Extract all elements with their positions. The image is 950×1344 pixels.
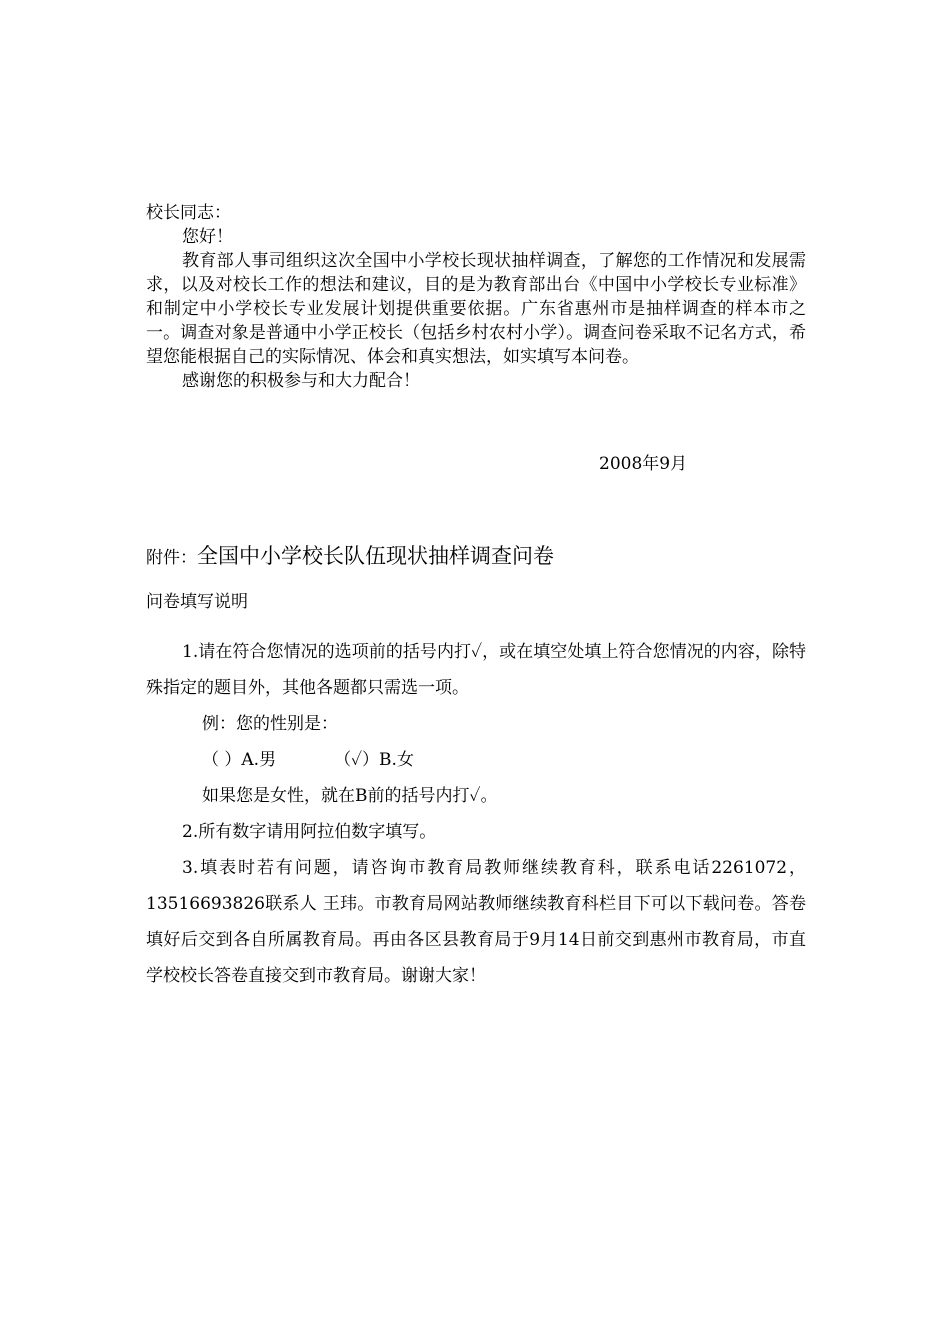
attachment-prefix: 附件： bbox=[146, 548, 197, 568]
thanks-line: 感谢您的积极参与和大力配合！ bbox=[182, 371, 420, 391]
option-a: （ ）A.男 bbox=[202, 750, 277, 770]
attachment-title: 全国中小学校长队伍现状抽样调查问卷 bbox=[197, 544, 554, 568]
instructions-list bbox=[146, 634, 806, 994]
example-label: 例：您的性别是： bbox=[202, 714, 338, 734]
cover-letter bbox=[146, 201, 806, 393]
instruction-item-1: 1.请在符合您情况的选项前的括号内打✓，或在填空处填上符合您情况的内容，除特殊指定的题目外，其他各题都只需选一项。 bbox=[146, 642, 806, 698]
salutation: 校长同志： bbox=[146, 203, 231, 223]
greeting: 您好！ bbox=[182, 227, 233, 247]
instruction-item-3: 3.填表时若有问题，请咨询市教育局教师继续教育科，联系电话2261072，13516693826联系人 王玮。市教育局网站教师继续教育科栏目下可以下载问卷。答卷填好后交到各自所属教育局。再由各区县教育局于9月14日前交到惠州市教育局，市直学校校长答卷直接交到市教育局。谢谢大家！ bbox=[146, 858, 806, 986]
instruction-item-2: 2.所有数字请用阿拉伯数字填写。 bbox=[182, 822, 437, 842]
example-options bbox=[146, 742, 806, 778]
example-note: 如果您是女性，就在B前的括号内打✓。 bbox=[202, 786, 498, 806]
attachment-heading bbox=[146, 542, 554, 572]
instructions-heading: 问卷填写说明 bbox=[146, 592, 248, 612]
letter-body: 教育部人事司组织这次全国中小学校长现状抽样调查，了解您的工作情况和发展需求，以及对校长工作的想法和建议，目的是为教育部出台《中国中小学校长专业标准》和制定中小学校长专业发展计划提供重要依据。广东省惠州市是抽样调查的样本市之一。调查对象是普通中小学正校长（包括乡村农村小学）。调查问卷采取不记名方式，希望您能根据自己的实际情况、体会和真实想法，如实填写本问卷。 bbox=[146, 251, 806, 367]
letter-date: 2008年9月 bbox=[599, 454, 688, 474]
option-b: （✓）B.女 bbox=[334, 750, 414, 770]
